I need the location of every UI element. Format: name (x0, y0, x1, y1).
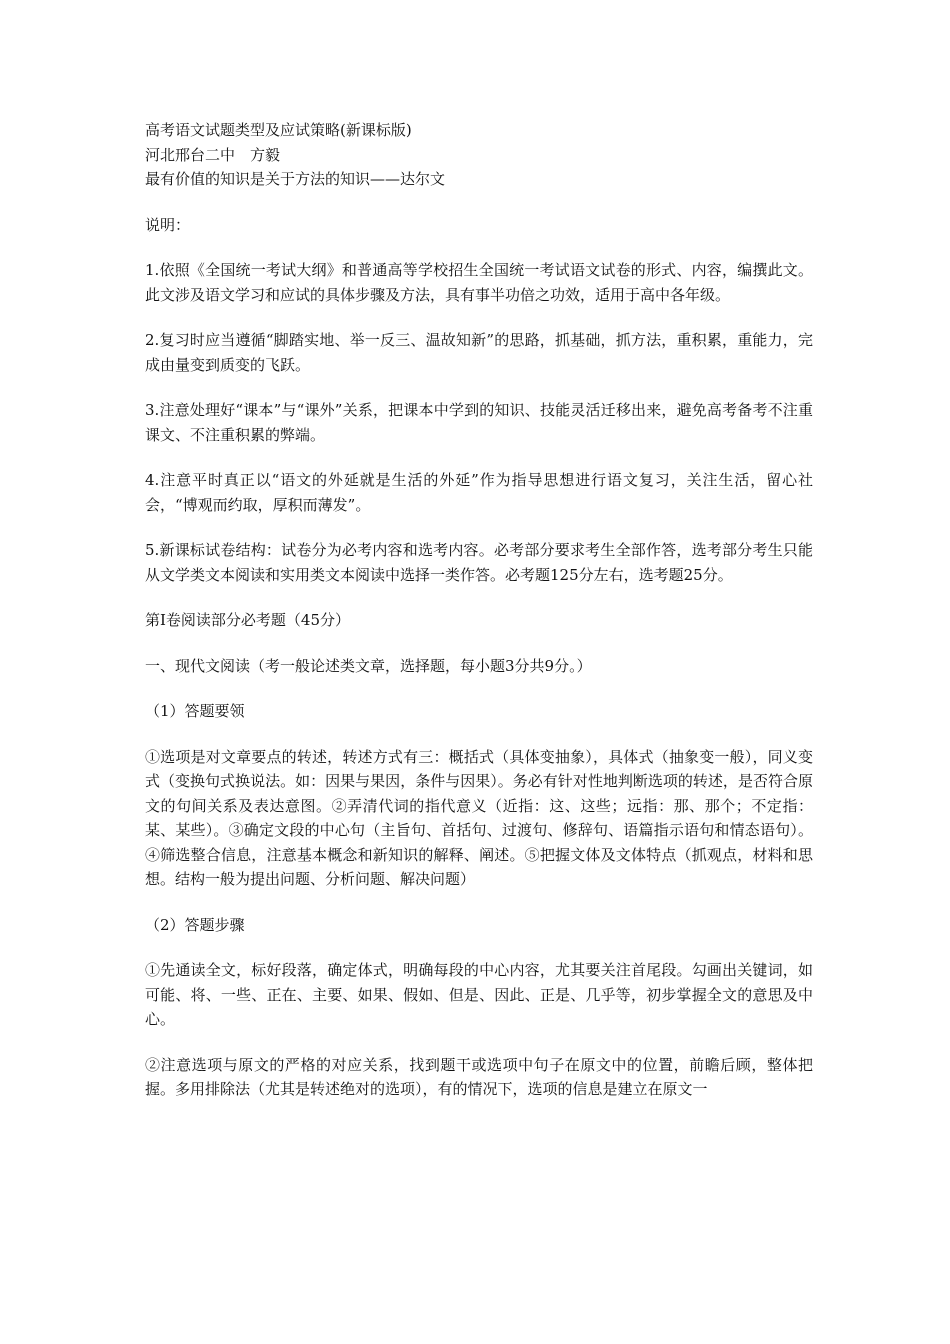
author-line: 河北邢台二中 方毅 (145, 145, 281, 164)
note-paragraph-4: 4.注意平时真正以“语文的外延就是生活的外延”作为指导思想进行语文复习，关注生活，留心社会，“博观而约取，厚积而薄发”。 (145, 471, 813, 514)
section-heading: 第Ⅰ卷阅读部分必考题（45分） (145, 611, 351, 629)
note-paragraph-3: 3.注意处理好“课本”与“课外”关系，把课本中学到的知识、技能灵活迁移出来，避免高考备考不注重课文、不注重积累的弊端。 (145, 401, 813, 444)
document-title: 高考语文试题类型及应试策略(新课标版) (145, 121, 412, 139)
epigraph-quote: 最有价值的知识是关于方法的知识——达尔文 (145, 170, 446, 188)
note-paragraph-1: 1.依照《全国统一考试大纲》和普通高等学校招生全国统一考试语文试卷的形式、内容，编撰此文。此文涉及语文学习和应试的具体步骤及方法，具有事半功倍之功效，适用于高中各年级。 (145, 261, 813, 304)
part1-paragraph: ①选项是对文章要点的转述，转述方式有三：概括式（具体变抽象），具体式（抽象变一般），同义变式（变换句式换说法。如：因果与果因，条件与因果）。务必有针对性地判断选项的转述，是否符合原文的句间关系及表达意图。②弄清代词的指代意义（近指：这、这些；远指：那、那个；不定指：某、某些）。③确定文段的中心句（主旨句、首括句、过渡句、修辞句、语篇指示语句和情态语句）。④筛选整合信息，注意基本概念和新知识的解释、阐述。⑤把握文体及文体特点（抓观点，材料和思想。结构一般为提出问题、分析问题、解决问题） (145, 747, 813, 888)
notes-heading: 说明： (145, 215, 191, 234)
subsection-heading: 一、现代文阅读（考一般论述类文章，选择题，每小题3分共9分。） (145, 656, 592, 675)
step1-paragraph: ①先通读全文，标好段落，确定体式，明确每段的中心内容，尤其要关注首尾段。勾画出关键词，如可能、将、一些、正在、主要、如果、假如、但是、因此、正是、几乎等，初步掌握全文的意思及中心。 (145, 961, 813, 1028)
note-paragraph-5: 5.新课标试卷结构：试卷分为必考内容和选考内容。必考部分要求考生全部作答，选考部分考生只能从文学类文本阅读和实用类文本阅读中选择一类作答。必考题125分左右，选考题25分。 (145, 541, 813, 584)
part1-heading: （1）答题要领 (145, 702, 245, 720)
document-page (145, 118, 813, 1102)
part2-heading: （2）答题步骤 (145, 915, 245, 934)
step2-paragraph: ②注意选项与原文的严格的对应关系，找到题干或选项中句子在原文中的位置，前瞻后顾，整体把握。多用排除法（尤其是转述绝对的选项），有的情况下，选项的信息是建立在原文一 (145, 1055, 813, 1098)
note-paragraph-2: 2.复习时应当遵循“脚踏实地、举一反三、温故知新”的思路，抓基础，抓方法，重积累，重能力，完成由量变到质变的飞跃。 (145, 331, 813, 374)
